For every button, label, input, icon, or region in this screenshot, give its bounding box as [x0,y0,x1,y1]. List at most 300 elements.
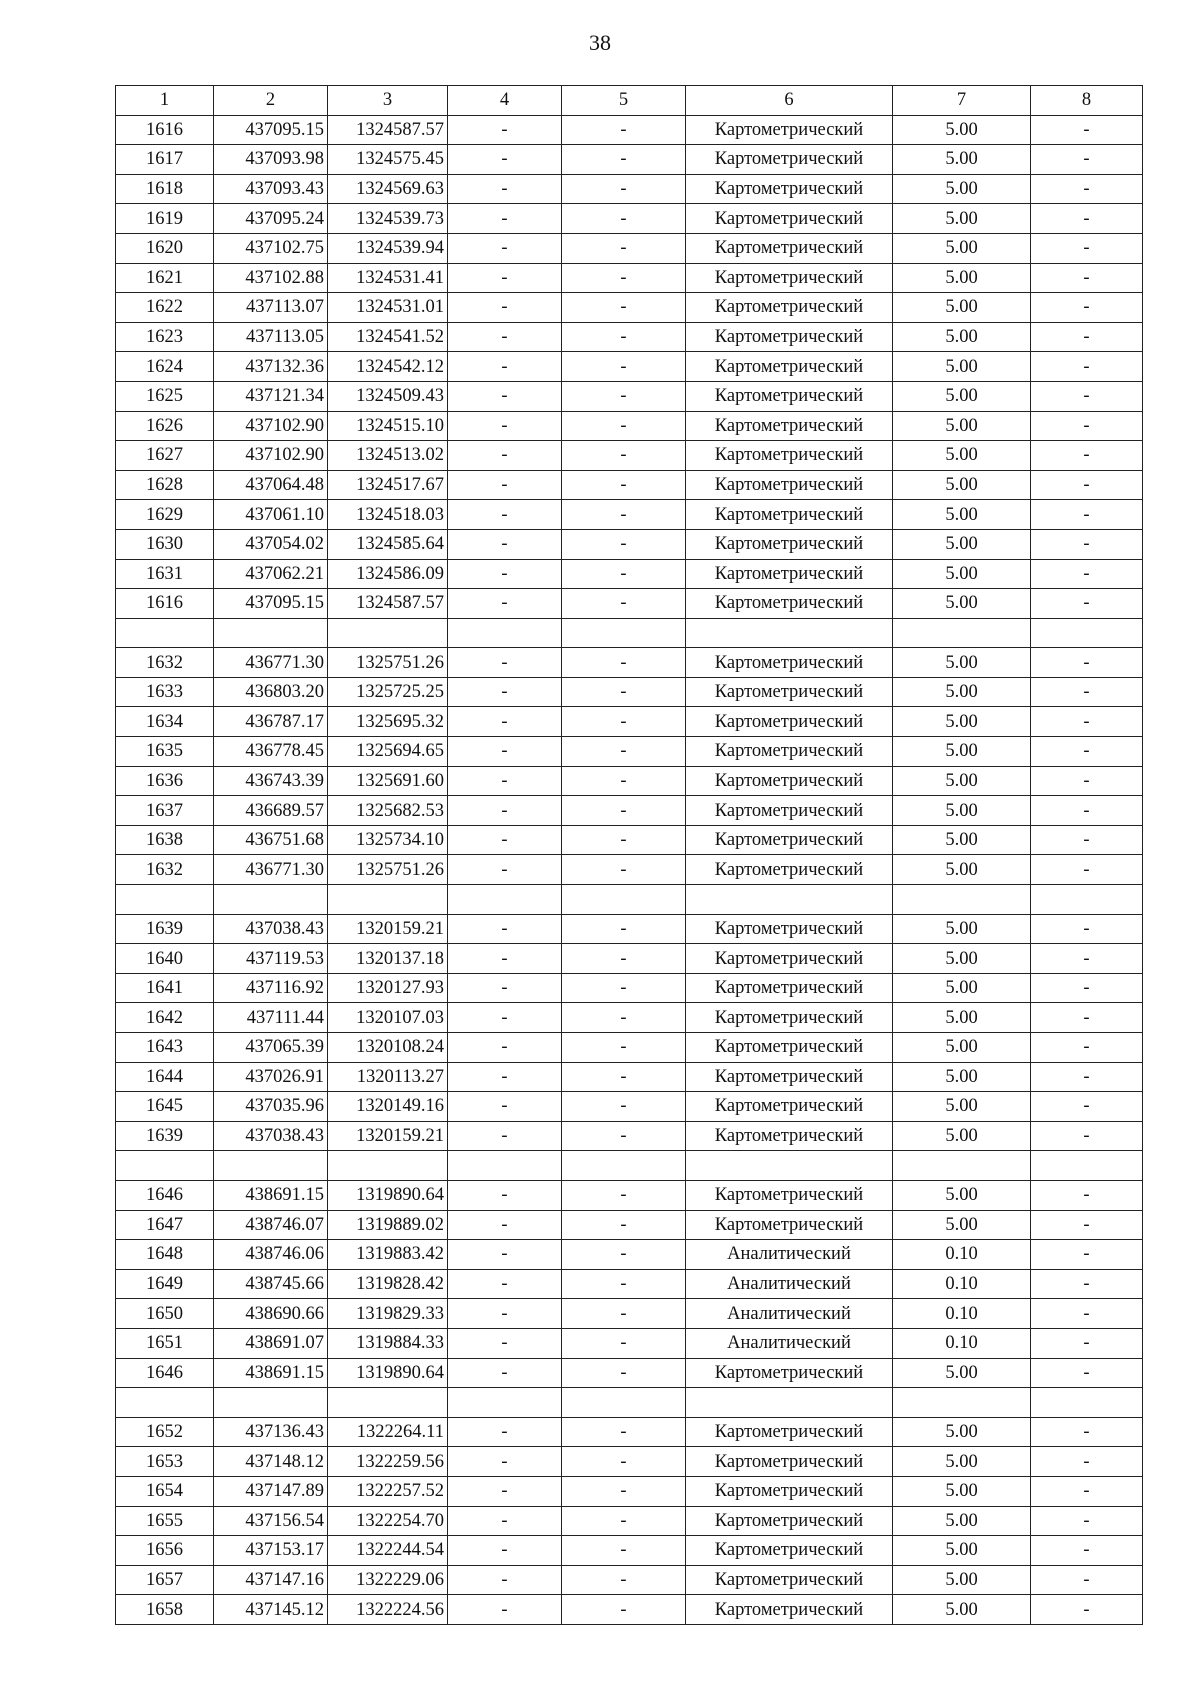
table-cell: 437153.17 [214,1536,328,1566]
table-cell: - [1031,944,1143,974]
table-cell: 1324531.01 [328,293,448,323]
empty-cell [1031,618,1143,648]
table-cell: - [1031,1210,1143,1240]
empty-cell [686,618,893,648]
table-cell: - [448,1299,562,1329]
empty-cell [448,885,562,915]
table-cell: 5.00 [893,529,1031,559]
table-cell: - [562,470,686,500]
table-cell: 1319829.33 [328,1299,448,1329]
table-cell: 5.00 [893,559,1031,589]
empty-cell [686,885,893,915]
table-cell: - [448,944,562,974]
table-cell: Картометрический [686,825,893,855]
table-cell: 5.00 [893,1092,1031,1122]
table-cell: - [1031,1121,1143,1151]
table-cell: Аналитический [686,1299,893,1329]
table-cell: 1618 [116,174,214,204]
table-cell: 1617 [116,145,214,175]
table-cell: 1647 [116,1210,214,1240]
table-cell: 5.00 [893,944,1031,974]
table-cell: Картометрический [686,1092,893,1122]
table-cell: - [1031,648,1143,678]
table-row [116,204,1143,234]
table-cell: - [1031,1358,1143,1388]
table-cell: - [448,500,562,530]
group-separator-row [116,885,1143,915]
table-cell: - [1031,293,1143,323]
table-cell: - [1031,855,1143,885]
table-cell: - [448,737,562,767]
table-cell: 437035.96 [214,1092,328,1122]
table-cell: - [448,1210,562,1240]
table-cell: - [1031,1299,1143,1329]
table-cell: 5.00 [893,1003,1031,1033]
table-cell: - [562,1003,686,1033]
table-cell: - [562,589,686,619]
table-row [116,470,1143,500]
table-cell: 5.00 [893,1536,1031,1566]
table-cell: - [1031,115,1143,145]
table-cell: Картометрический [686,145,893,175]
table-cell: Картометрический [686,293,893,323]
column-header: 5 [562,86,686,116]
table-row [116,1092,1143,1122]
table-cell: - [448,1269,562,1299]
table-cell: 1632 [116,648,214,678]
table-cell: Картометрический [686,944,893,974]
table-row [116,1062,1143,1092]
table-cell: - [448,648,562,678]
group-separator-row [116,618,1143,648]
table-cell: - [562,204,686,234]
table-cell: 436771.30 [214,855,328,885]
table-cell: - [562,973,686,1003]
table-cell: - [448,322,562,352]
table-cell: 436751.68 [214,825,328,855]
table-cell: - [1031,973,1143,1003]
table-cell: Картометрический [686,233,893,263]
table-cell: - [562,381,686,411]
table-cell: Картометрический [686,1358,893,1388]
table-row [116,1447,1143,1477]
table-cell: 436771.30 [214,648,328,678]
table-cell: 1322229.06 [328,1565,448,1595]
table-cell: 437145.12 [214,1595,328,1625]
table-cell: - [448,1328,562,1358]
table-cell: 1324575.45 [328,145,448,175]
table-cell: - [448,441,562,471]
table-cell: 1324518.03 [328,500,448,530]
table-cell: - [1031,1180,1143,1210]
table-cell: 436743.39 [214,766,328,796]
table-cell: - [1031,1033,1143,1063]
table-cell: 1324585.64 [328,529,448,559]
table-cell: 5.00 [893,1062,1031,1092]
table-cell: - [1031,559,1143,589]
table-row [116,500,1143,530]
table-cell: 1640 [116,944,214,974]
table-cell: - [562,1595,686,1625]
table-cell: - [1031,737,1143,767]
table-cell: - [448,973,562,1003]
table-cell: 1622 [116,293,214,323]
table-cell: 1319890.64 [328,1180,448,1210]
table-cell: 0.10 [893,1299,1031,1329]
table-cell: 1655 [116,1506,214,1536]
table-row [116,263,1143,293]
table-cell: 1320159.21 [328,914,448,944]
table-cell: - [448,1536,562,1566]
empty-cell [1031,1151,1143,1181]
table-cell: 1320107.03 [328,1003,448,1033]
table-cell: 1324541.52 [328,322,448,352]
table-cell: 5.00 [893,145,1031,175]
table-cell: - [448,1595,562,1625]
table-cell: - [448,1062,562,1092]
table-cell: Картометрический [686,322,893,352]
table-cell: - [562,796,686,826]
table-cell: - [562,648,686,678]
table-cell: 5.00 [893,204,1031,234]
table-cell: - [1031,1003,1143,1033]
table-cell: - [448,204,562,234]
table-cell: Аналитический [686,1328,893,1358]
table-row [116,677,1143,707]
table-cell: 437136.43 [214,1417,328,1447]
group-separator-row [116,1151,1143,1181]
table-cell: - [1031,352,1143,382]
table-cell: 436689.57 [214,796,328,826]
table-cell: 1656 [116,1536,214,1566]
empty-cell [686,1388,893,1418]
table-cell: 1639 [116,914,214,944]
table-cell: - [448,1033,562,1063]
table-cell: 1646 [116,1180,214,1210]
table-cell: Картометрический [686,1565,893,1595]
table-cell: - [562,1358,686,1388]
table-cell: Картометрический [686,1033,893,1063]
table-cell: - [448,914,562,944]
empty-cell [214,618,328,648]
table-cell: 437095.15 [214,589,328,619]
coordinates-table [115,85,1143,1625]
table-cell: - [448,855,562,885]
table-header-row [116,86,1143,116]
column-header: 3 [328,86,448,116]
table-cell: - [562,825,686,855]
table-cell: - [562,1033,686,1063]
table-cell: - [562,1536,686,1566]
table-row [116,1003,1143,1033]
table-cell: - [562,322,686,352]
table-cell: 1324587.57 [328,589,448,619]
table-cell: 1324515.10 [328,411,448,441]
table-cell: - [1031,500,1143,530]
table-cell: Картометрический [686,707,893,737]
table-cell: - [448,677,562,707]
table-cell: 1635 [116,737,214,767]
table-row [116,293,1143,323]
table-cell: 1320108.24 [328,1033,448,1063]
table-cell: 1649 [116,1269,214,1299]
table-cell: - [448,1240,562,1270]
table-cell: 5.00 [893,381,1031,411]
table-cell: 1653 [116,1447,214,1477]
table-cell: 1322254.70 [328,1506,448,1536]
table-cell: 437147.16 [214,1565,328,1595]
table-cell: 437102.90 [214,411,328,441]
table-cell: 5.00 [893,411,1031,441]
table-cell: 1319889.02 [328,1210,448,1240]
table-cell: 438691.15 [214,1358,328,1388]
table-cell: - [1031,204,1143,234]
table-row [116,1328,1143,1358]
table-row [116,707,1143,737]
table-cell: Картометрический [686,204,893,234]
table-cell: Картометрический [686,1210,893,1240]
table-cell: 1325691.60 [328,766,448,796]
table-cell: 1320159.21 [328,1121,448,1151]
table-cell: 5.00 [893,737,1031,767]
table-cell: - [562,1447,686,1477]
empty-cell [448,618,562,648]
table-cell: Картометрический [686,115,893,145]
table-cell: 1319883.42 [328,1240,448,1270]
table-cell: 1631 [116,559,214,589]
table-cell: 5.00 [893,500,1031,530]
table-cell: 1630 [116,529,214,559]
table-cell: 1636 [116,766,214,796]
table-row [116,1180,1143,1210]
table-row [116,1476,1143,1506]
table-cell: - [562,500,686,530]
table-cell: 437156.54 [214,1506,328,1536]
table-cell: 5.00 [893,1033,1031,1063]
table-row [116,796,1143,826]
table-cell: 1626 [116,411,214,441]
table-cell: 1624 [116,352,214,382]
empty-cell [562,618,686,648]
table-cell: 1620 [116,233,214,263]
table-cell: 1651 [116,1328,214,1358]
empty-cell [116,1151,214,1181]
table-cell: - [1031,441,1143,471]
table-cell: - [1031,1417,1143,1447]
empty-cell [116,885,214,915]
table-cell: - [562,1565,686,1595]
table-cell: - [1031,1506,1143,1536]
table-cell: 438691.15 [214,1180,328,1210]
table-cell: Картометрический [686,500,893,530]
table-row [116,1210,1143,1240]
table-row [116,1506,1143,1536]
table-cell: - [1031,707,1143,737]
table-cell: 1319884.33 [328,1328,448,1358]
table-cell: 5.00 [893,441,1031,471]
empty-cell [328,1151,448,1181]
table-cell: - [562,1092,686,1122]
empty-cell [893,1388,1031,1418]
table-cell: 1623 [116,322,214,352]
table-cell: - [1031,1565,1143,1595]
table-cell: Картометрический [686,1062,893,1092]
table-cell: 1325682.53 [328,796,448,826]
table-cell: - [448,381,562,411]
table-cell: 1324509.43 [328,381,448,411]
table-cell: 1319890.64 [328,1358,448,1388]
table-cell: 437116.92 [214,973,328,1003]
table-cell: 1322224.56 [328,1595,448,1625]
table-cell: 0.10 [893,1269,1031,1299]
empty-cell [328,1388,448,1418]
table-cell: - [562,559,686,589]
table-cell: - [448,1180,562,1210]
table-cell: 5.00 [893,1180,1031,1210]
table-cell: 1324539.73 [328,204,448,234]
table-cell: Аналитический [686,1269,893,1299]
table-row [116,766,1143,796]
table-cell: Картометрический [686,973,893,1003]
table-cell: - [448,589,562,619]
table-cell: 1641 [116,973,214,1003]
table-cell: - [562,115,686,145]
table-cell: 436787.17 [214,707,328,737]
table-cell: - [1031,263,1143,293]
table-cell: - [1031,1447,1143,1477]
table-cell: 437121.34 [214,381,328,411]
table-cell: - [1031,411,1143,441]
table-cell: 1325751.26 [328,648,448,678]
table-cell: - [562,1121,686,1151]
empty-cell [116,1388,214,1418]
table-cell: Картометрический [686,648,893,678]
table-cell: - [562,1417,686,1447]
table-cell: - [562,766,686,796]
empty-cell [893,618,1031,648]
table-cell: - [1031,914,1143,944]
table-cell: 5.00 [893,1121,1031,1151]
table-cell: Картометрический [686,1121,893,1151]
table-cell: 5.00 [893,470,1031,500]
table-cell: - [1031,381,1143,411]
table-cell: - [562,529,686,559]
table-cell: Аналитический [686,1240,893,1270]
table-cell: - [1031,470,1143,500]
table-cell: 5.00 [893,1595,1031,1625]
table-cell: - [1031,1476,1143,1506]
table-cell: - [562,677,686,707]
table-cell: - [1031,1092,1143,1122]
table-cell: - [1031,796,1143,826]
table-cell: Картометрический [686,559,893,589]
table-cell: 5.00 [893,352,1031,382]
table-cell: - [562,1062,686,1092]
table-cell: 1652 [116,1417,214,1447]
table-cell: 1654 [116,1476,214,1506]
table-cell: Картометрический [686,381,893,411]
table-row [116,233,1143,263]
table-cell: 1637 [116,796,214,826]
table-cell: 1639 [116,1121,214,1151]
table-cell: 437038.43 [214,914,328,944]
empty-cell [562,1151,686,1181]
page-number: 38 [589,30,611,55]
table-cell: 437061.10 [214,500,328,530]
table-cell: - [562,1299,686,1329]
table-cell: Картометрический [686,1003,893,1033]
table-cell: 1325695.32 [328,707,448,737]
column-header: 8 [1031,86,1143,116]
table-cell: - [1031,233,1143,263]
table-cell: - [448,1565,562,1595]
table-cell: 1646 [116,1358,214,1388]
table-cell: 1621 [116,263,214,293]
table-cell: 438746.06 [214,1240,328,1270]
table-row [116,145,1143,175]
table-cell: - [562,914,686,944]
empty-cell [448,1388,562,1418]
table-cell: - [448,115,562,145]
table-cell: 1616 [116,115,214,145]
table-cell: - [448,470,562,500]
table-cell: 437095.15 [214,115,328,145]
column-header: 1 [116,86,214,116]
table-cell: 1629 [116,500,214,530]
table-cell: 1324569.63 [328,174,448,204]
table-cell: 0.10 [893,1240,1031,1270]
table-row [116,589,1143,619]
table-row [116,352,1143,382]
table-cell: 5.00 [893,1506,1031,1536]
table-cell: - [562,707,686,737]
table-cell: 438690.66 [214,1299,328,1329]
table-cell: 437102.88 [214,263,328,293]
table-cell: 437113.07 [214,293,328,323]
table-cell: - [448,1092,562,1122]
table-cell: Картометрический [686,589,893,619]
table-cell: - [448,707,562,737]
table-cell: 1319828.42 [328,1269,448,1299]
table-cell: 437102.75 [214,233,328,263]
table-cell: Картометрический [686,1506,893,1536]
table-cell: 1628 [116,470,214,500]
table-cell: Картометрический [686,855,893,885]
table-cell: - [562,1210,686,1240]
table-row [116,1595,1143,1625]
table-cell: - [448,174,562,204]
table-cell: 5.00 [893,233,1031,263]
table-cell: - [562,411,686,441]
table-cell: - [1031,1595,1143,1625]
table-cell: 1658 [116,1595,214,1625]
table-cell: 1324513.02 [328,441,448,471]
table-row [116,529,1143,559]
table-cell: Картометрический [686,1476,893,1506]
table-cell: Картометрический [686,263,893,293]
table-row [116,855,1143,885]
table-cell: 1324586.09 [328,559,448,589]
table-cell: 1650 [116,1299,214,1329]
table-cell: Картометрический [686,441,893,471]
table-row [116,914,1143,944]
table-cell: 5.00 [893,263,1031,293]
table-cell: - [1031,1328,1143,1358]
table-cell: - [1031,322,1143,352]
table-row [116,1033,1143,1063]
table-cell: 5.00 [893,1447,1031,1477]
table-cell: 1643 [116,1033,214,1063]
